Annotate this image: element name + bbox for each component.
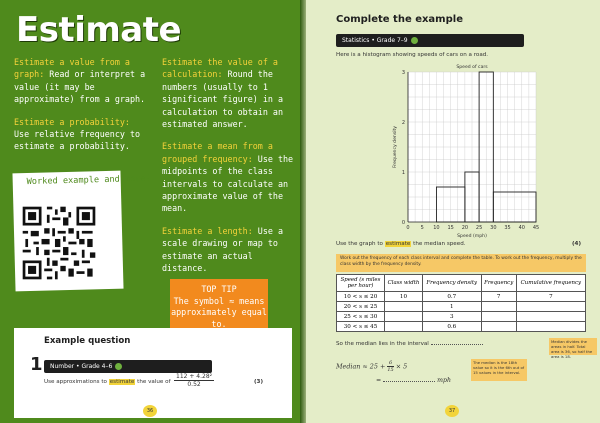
frequency-table xyxy=(336,274,586,332)
histogram-intro: Here is a histogram showing speeds of cars on a road. xyxy=(336,52,489,58)
question-number: 1 xyxy=(30,354,43,375)
median-fraction-denominator: 15 xyxy=(387,367,394,373)
question-marks: (4) xyxy=(572,241,582,247)
median-interval-answer-line[interactable] xyxy=(431,344,483,345)
median-answer-line[interactable] xyxy=(383,381,435,382)
table-cell[interactable] xyxy=(481,302,516,312)
column-header: Frequency xyxy=(481,275,516,292)
definition-term: Estimate a length: xyxy=(162,225,253,236)
median-note: Median divides the areas in half. Total area is 36, so half the area is 18. xyxy=(549,338,597,355)
median-prompt-text: So the median lies in the interval xyxy=(336,341,429,347)
median-note-2: The median is the 18th value so it is the 6th out of 15 values in the interval. xyxy=(471,359,527,381)
y-tick-label: 0 xyxy=(401,219,405,226)
work-out-instructions: Work out the frequency of each class interval and complete the table. To work out the frequency, multiply the class width by the frequency density. xyxy=(336,254,586,272)
table-row xyxy=(337,302,586,312)
median-fraction-numerator: 6 xyxy=(388,360,393,366)
fraction-denominator: 0.52 xyxy=(187,381,201,388)
table-cell[interactable] xyxy=(516,302,585,312)
median-prompt xyxy=(336,341,483,347)
definition-term: Estimate a value from a graph: xyxy=(14,57,130,80)
definition-text: Use the midpoints of the class intervals to calculate an approximate value of the mean. xyxy=(162,153,294,214)
x-tick-label: 20 xyxy=(461,225,469,231)
column-header: Speed (s miles per hour) xyxy=(337,275,385,292)
page-number: 37 xyxy=(445,405,459,417)
topic-tag-label: Number • Grade 4–6 xyxy=(50,363,113,370)
median-formula-tail: × 5 xyxy=(393,362,408,371)
definitions-left-column xyxy=(14,56,146,163)
x-tick-label: 10 xyxy=(433,225,440,231)
definition-length xyxy=(162,225,298,275)
question-marks: (3) xyxy=(254,379,264,385)
table-cell[interactable] xyxy=(385,302,423,312)
table-cell: 0.7 xyxy=(422,292,481,302)
question-highlight: estimate xyxy=(385,241,411,247)
qr-code-graphic xyxy=(20,204,98,282)
example-question-card xyxy=(14,328,292,418)
definition-calculation xyxy=(162,56,298,130)
definitions-right-column xyxy=(162,56,298,285)
median-answer xyxy=(376,377,451,384)
question-text xyxy=(336,241,466,247)
median-formula-start: Median ≈ 25 + xyxy=(336,362,388,371)
histogram xyxy=(376,60,546,240)
page-title: Estimate xyxy=(16,10,182,50)
top-tip-text: The symbol ≈ means approximately equal to. xyxy=(171,295,267,329)
table-cell: 0.6 xyxy=(422,322,481,332)
definition-text: Use relative frequency to estimate a probability. xyxy=(14,129,141,152)
table-cell: 1 xyxy=(422,302,481,312)
median-units: mph xyxy=(437,377,451,384)
question-fraction xyxy=(174,373,214,388)
right-page xyxy=(306,0,600,423)
chart-title: Speed of cars xyxy=(456,65,488,70)
column-header: Frequency density xyxy=(422,275,481,292)
x-axis-label: Speed (mph) xyxy=(457,234,487,239)
x-tick-label: 5 xyxy=(420,225,424,231)
definition-graph xyxy=(14,56,146,106)
table-cell[interactable] xyxy=(385,312,423,322)
question-highlight: estimate xyxy=(109,379,135,385)
table-cell: 30 < s ≤ 45 xyxy=(337,322,385,332)
question-text xyxy=(44,379,171,385)
table-cell[interactable]: 10 xyxy=(385,292,423,302)
x-tick-label: 25 xyxy=(475,225,483,231)
definition-probability xyxy=(14,116,146,153)
x-tick-label: 45 xyxy=(532,225,540,231)
table-cell[interactable]: 7 xyxy=(516,292,585,302)
definition-term: Estimate the value of a calculation: xyxy=(162,57,278,80)
y-tick-label: 3 xyxy=(401,69,405,76)
definition-term: Estimate a mean from a grouped frequency: xyxy=(162,141,273,164)
column-header: Class width xyxy=(385,275,423,292)
check-icon xyxy=(411,37,418,44)
y-axis-label: Frequency density xyxy=(393,125,398,169)
table-row xyxy=(337,312,586,322)
x-tick-label: 35 xyxy=(504,225,511,231)
median-formula xyxy=(336,360,407,373)
table-cell[interactable] xyxy=(481,322,516,332)
section-title: Complete the example xyxy=(336,14,463,25)
definition-mean xyxy=(162,140,298,214)
topic-tag xyxy=(44,360,212,373)
example-question-heading: Example question xyxy=(44,336,131,346)
x-tick-label: 30 xyxy=(490,225,497,231)
topic-tag xyxy=(336,34,524,47)
definition-text: Round the numbers (usually to 1 significant figure) in a calculation to obtain an estimated answer. xyxy=(162,69,284,130)
table-cell[interactable]: 7 xyxy=(481,292,516,302)
table-cell[interactable] xyxy=(385,322,423,332)
table-cell[interactable] xyxy=(516,322,585,332)
histogram-chart xyxy=(376,60,546,240)
question-text-before: Use approximations to xyxy=(44,379,109,385)
table-header-row xyxy=(337,275,586,292)
question-text-before: Use the graph to xyxy=(336,241,385,247)
definition-text: Use a scale drawing or map to estimate an actual distance. xyxy=(162,225,284,274)
y-tick-label: 2 xyxy=(401,119,405,126)
y-tick-label: 1 xyxy=(401,169,405,176)
fraction-numerator: 112 + 4.28² xyxy=(176,373,213,380)
table-cell[interactable] xyxy=(481,312,516,322)
question-text-after: the value of xyxy=(135,379,171,385)
top-tip-heading: TOP TIP xyxy=(201,284,237,294)
topic-tag-label: Statistics • Grade 7–9 xyxy=(342,37,408,44)
table-cell: 3 xyxy=(422,312,481,322)
table-cell[interactable] xyxy=(516,312,585,322)
table-cell: 25 < s ≤ 30 xyxy=(337,312,385,322)
qr-code-icon[interactable] xyxy=(20,204,98,282)
table-cell: 20 < s ≤ 25 xyxy=(337,302,385,312)
page-number: 36 xyxy=(143,405,157,417)
table-row xyxy=(337,292,586,302)
question-text-after: the median speed. xyxy=(411,241,466,247)
column-header: Cumulative frequency xyxy=(516,275,585,292)
definition-text: Read or interpret a value (it may be approximate) from a graph. xyxy=(14,69,146,105)
table-row xyxy=(337,322,586,332)
worked-example-label: Worked example and more! xyxy=(26,173,151,188)
check-icon xyxy=(115,363,122,370)
x-tick-label: 15 xyxy=(447,225,454,231)
median-equals: = xyxy=(376,377,382,384)
table-cell: 10 < s ≤ 20 xyxy=(337,292,385,302)
x-tick-label: 0 xyxy=(406,225,410,231)
definition-term: Estimate a probability: xyxy=(14,116,130,127)
x-tick-label: 40 xyxy=(518,225,525,231)
